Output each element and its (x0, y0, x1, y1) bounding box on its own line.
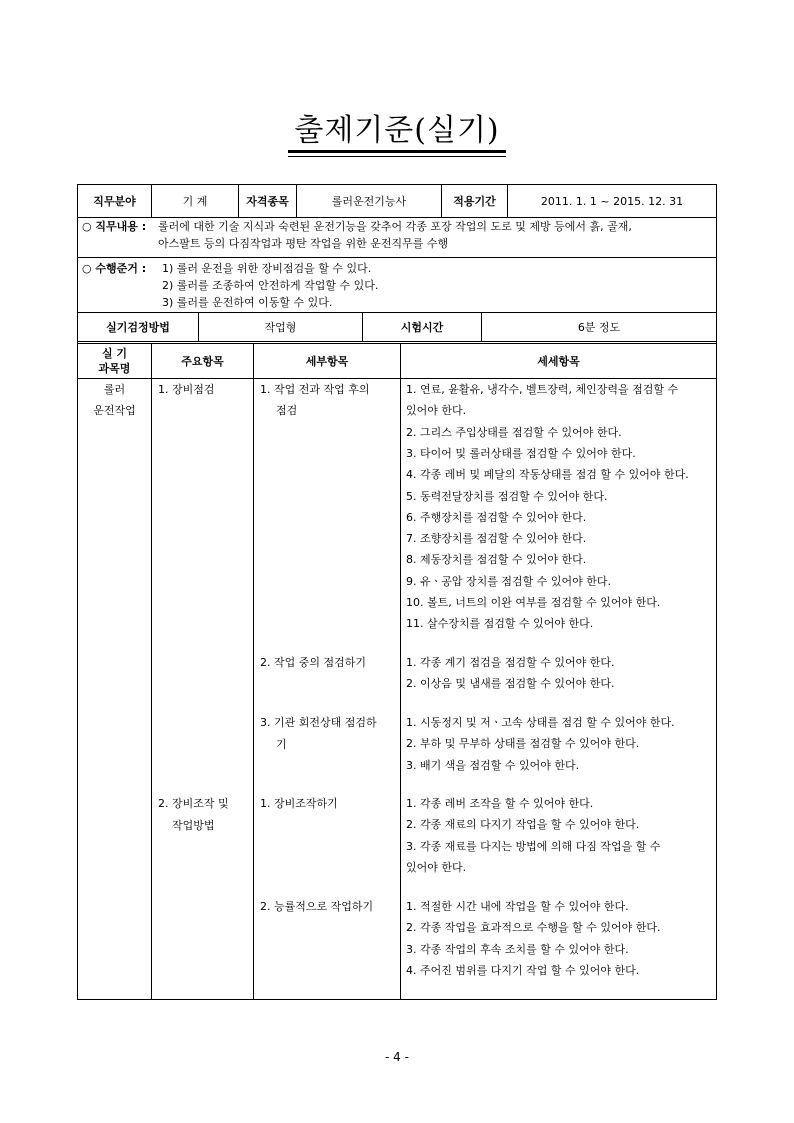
detail-line: 1. 시동정지 및 저ㆍ고속 상태를 점검 할 수 있어야 한다. (406, 716, 675, 729)
detail-line: 6. 주행장치를 점검할 수 있어야 한다. (406, 510, 587, 524)
detail-line: 2. 그리스 주입상태를 점검할 수 있어야 한다. (406, 425, 622, 439)
detail-line: 2. 이상음 및 냄새를 점검할 수 있어야 한다. (406, 677, 615, 691)
detail-line: 3. 배기 색을 점검할 수 있어야 한다. (406, 758, 580, 772)
subject-line2: 운전작업 (93, 404, 136, 417)
duty-line-1: 롤러에 대한 기술 지식과 숙련된 운전기능을 갖추어 각종 포장 작업의 도로 및 제방 등에서 흙, 골재, (158, 220, 632, 233)
detail-line: 있어야 한다. (406, 404, 467, 418)
performance-item-3: 3) 롤러를 운전하여 이동할 수 있다. (162, 296, 333, 309)
detail-line: 7. 조향장치를 점검할 수 있어야 한다. (406, 532, 587, 546)
detail-line: 3. 타이어 및 롤러상태를 점검할 수 있어야 한다. (406, 446, 636, 460)
period-label: 적용기간 (453, 195, 496, 208)
header-sub: 세부항목 (305, 355, 349, 368)
page-title: 출제기준(실기) (294, 113, 500, 148)
duty-line-2: 아스팔트 등의 다짐작업과 평탄 작업을 위한 운전직무를 수행 (158, 237, 449, 250)
detail-line: 1. 각종 레버 조작을 할 수 있어야 한다. (406, 797, 594, 810)
qualification-value: 롤러운전기능사 (331, 195, 407, 208)
detail-line: 10. 볼트, 너트의 이완 여부를 점검할 수 있어야 한다. (406, 596, 661, 609)
detail-line: 1. 연료, 윤활유, 냉각수, 벨트장력, 체인장력을 점검할 수 (406, 383, 679, 396)
sub-item-5: 2. 능률적으로 작업하기 (260, 900, 374, 913)
job-field-label: 직무분야 (93, 195, 136, 208)
header-subject (78, 344, 151, 378)
sub-item-3-cont: 기 (276, 738, 287, 751)
exam-method-value: 작업형 (264, 321, 297, 334)
detail-line: 8. 제동장치를 점검할 수 있어야 한다. (406, 553, 587, 567)
detail-line: 2. 각종 재료의 다지기 작업을 할 수 있어야 한다. (406, 818, 640, 832)
exam-method-label: 실기검정방법 (106, 321, 170, 334)
detail-line: 11. 살수장치를 점검할 수 있어야 한다. (406, 617, 594, 631)
detail-line: 3. 각종 작업의 후속 조치를 할 수 있어야 한다. (406, 942, 629, 956)
page-number: - 4 - (385, 1050, 409, 1064)
main-item-1: 1. 장비점검 (158, 383, 215, 396)
qualification-label: 자격종목 (246, 195, 289, 208)
detail-line: 2. 각종 작업을 효과적으로 수행을 할 수 있어야 한다. (406, 921, 661, 935)
detail-line: 4. 주어진 범위를 다지기 작업 할 수 있어야 한다. (406, 963, 640, 977)
title-underline-thin (288, 156, 506, 157)
period-value: 2011. 1. 1 ~ 2015. 12. 31 (540, 194, 684, 208)
exam-time-label: 시험시간 (400, 321, 444, 334)
header-main: 주요항목 (181, 355, 224, 368)
performance-item-2: 2) 롤러를 조종하여 안전하게 작업할 수 있다. (162, 279, 379, 292)
duty-label: ○ 직무내용 : (82, 220, 147, 233)
main-item-2: 2. 장비조작 및 (158, 797, 229, 810)
subject-line1: 롤러 (103, 383, 126, 396)
criteria-table (77, 184, 717, 1000)
performance-item-1: 1) 롤러 운전을 위한 장비점검을 할 수 있다. (162, 262, 372, 275)
sub-item-2: 2. 작업 중의 점검하기 (260, 656, 366, 669)
sub-item-1-cont: 점검 (276, 404, 298, 417)
main-item-2-cont: 작업방법 (172, 819, 215, 832)
detail-line: 있어야 한다. (406, 860, 467, 874)
sub-item-1: 1. 작업 전과 작업 후의 (260, 383, 370, 396)
sub-item-3: 3. 기관 회전상태 점검하 (260, 716, 377, 729)
job-field-value: 기 계 (182, 195, 208, 208)
exam-time-value: 6분 정도 (577, 321, 621, 334)
performance-label: ○ 수행준거 : (82, 262, 147, 275)
header-subject-line2: 과목명 (98, 362, 131, 375)
detail-line: 1. 각종 계기 점검을 점검할 수 있어야 한다. (406, 656, 615, 669)
detail-line: 9. 유ㆍ공압 장치를 점검할 수 있어야 한다. (406, 574, 611, 588)
sub-item-4: 1. 장비조작하기 (260, 797, 338, 810)
title-underline (288, 150, 506, 153)
header-subject-line1: 실 기 (101, 347, 128, 360)
detail-line: 3. 각종 재료를 다지는 방법에 의해 다짐 작업을 할 수 (406, 839, 661, 853)
detail-line: 5. 동력전달장치를 점검할 수 있어야 한다. (406, 489, 608, 503)
detail-line: 4. 각종 레버 및 페달의 작동상태를 점검 할 수 있어야 한다. (406, 468, 689, 482)
detail-line: 2. 부하 및 무부하 상태를 점검할 수 있어야 한다. (406, 737, 640, 751)
header-detail: 세세항목 (537, 355, 580, 368)
detail-line: 1. 적절한 시간 내에 작업을 할 수 있어야 한다. (406, 900, 629, 913)
